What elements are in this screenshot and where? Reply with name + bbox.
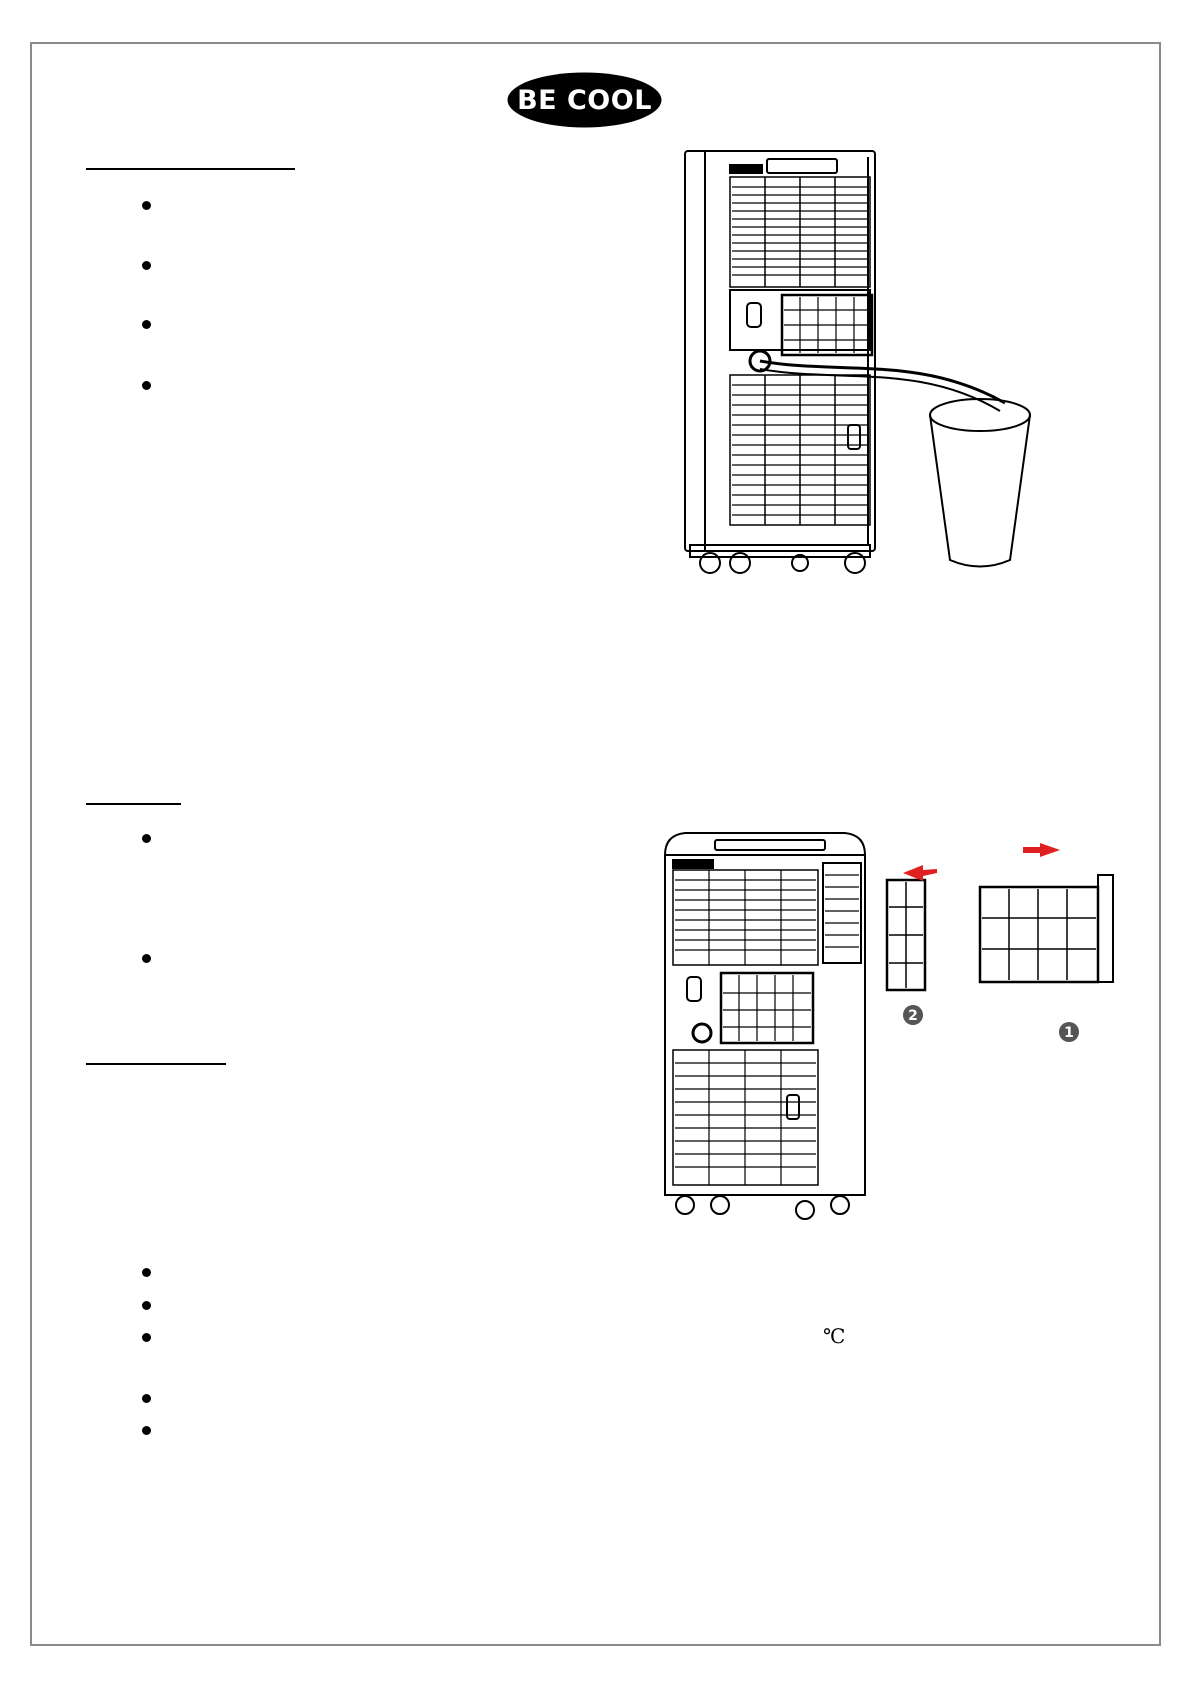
- bullet: [142, 834, 151, 843]
- bullet: [142, 1426, 151, 1435]
- bullet: [142, 1301, 151, 1310]
- logo-text: BE COOL: [517, 84, 652, 116]
- filter-removal-illustration: [655, 825, 1125, 1235]
- section-heading-underline-3: [86, 1063, 226, 1065]
- brand-logo: [507, 72, 662, 128]
- bullet: [142, 261, 151, 270]
- bullet: [142, 201, 151, 210]
- section-heading-underline-2: [86, 803, 181, 805]
- bullet: [142, 1333, 151, 1342]
- section-heading-underline-1: [86, 168, 295, 170]
- bullet: [142, 320, 151, 329]
- ac-unit-drain-icon: [660, 145, 1060, 585]
- arrow-right-icon: [1023, 843, 1060, 857]
- bullet: [142, 1268, 151, 1277]
- filter-removal-icon: [655, 825, 1125, 1235]
- arrow-left-icon: [903, 865, 937, 881]
- step-2-number: 2: [908, 1008, 918, 1024]
- drain-hose-illustration: [660, 145, 1060, 585]
- degree-celsius-symbol: ℃: [823, 1324, 846, 1348]
- bullet: [142, 1394, 151, 1403]
- bullet: [142, 954, 151, 963]
- bullet: [142, 381, 151, 390]
- step-1-number: 1: [1064, 1025, 1074, 1041]
